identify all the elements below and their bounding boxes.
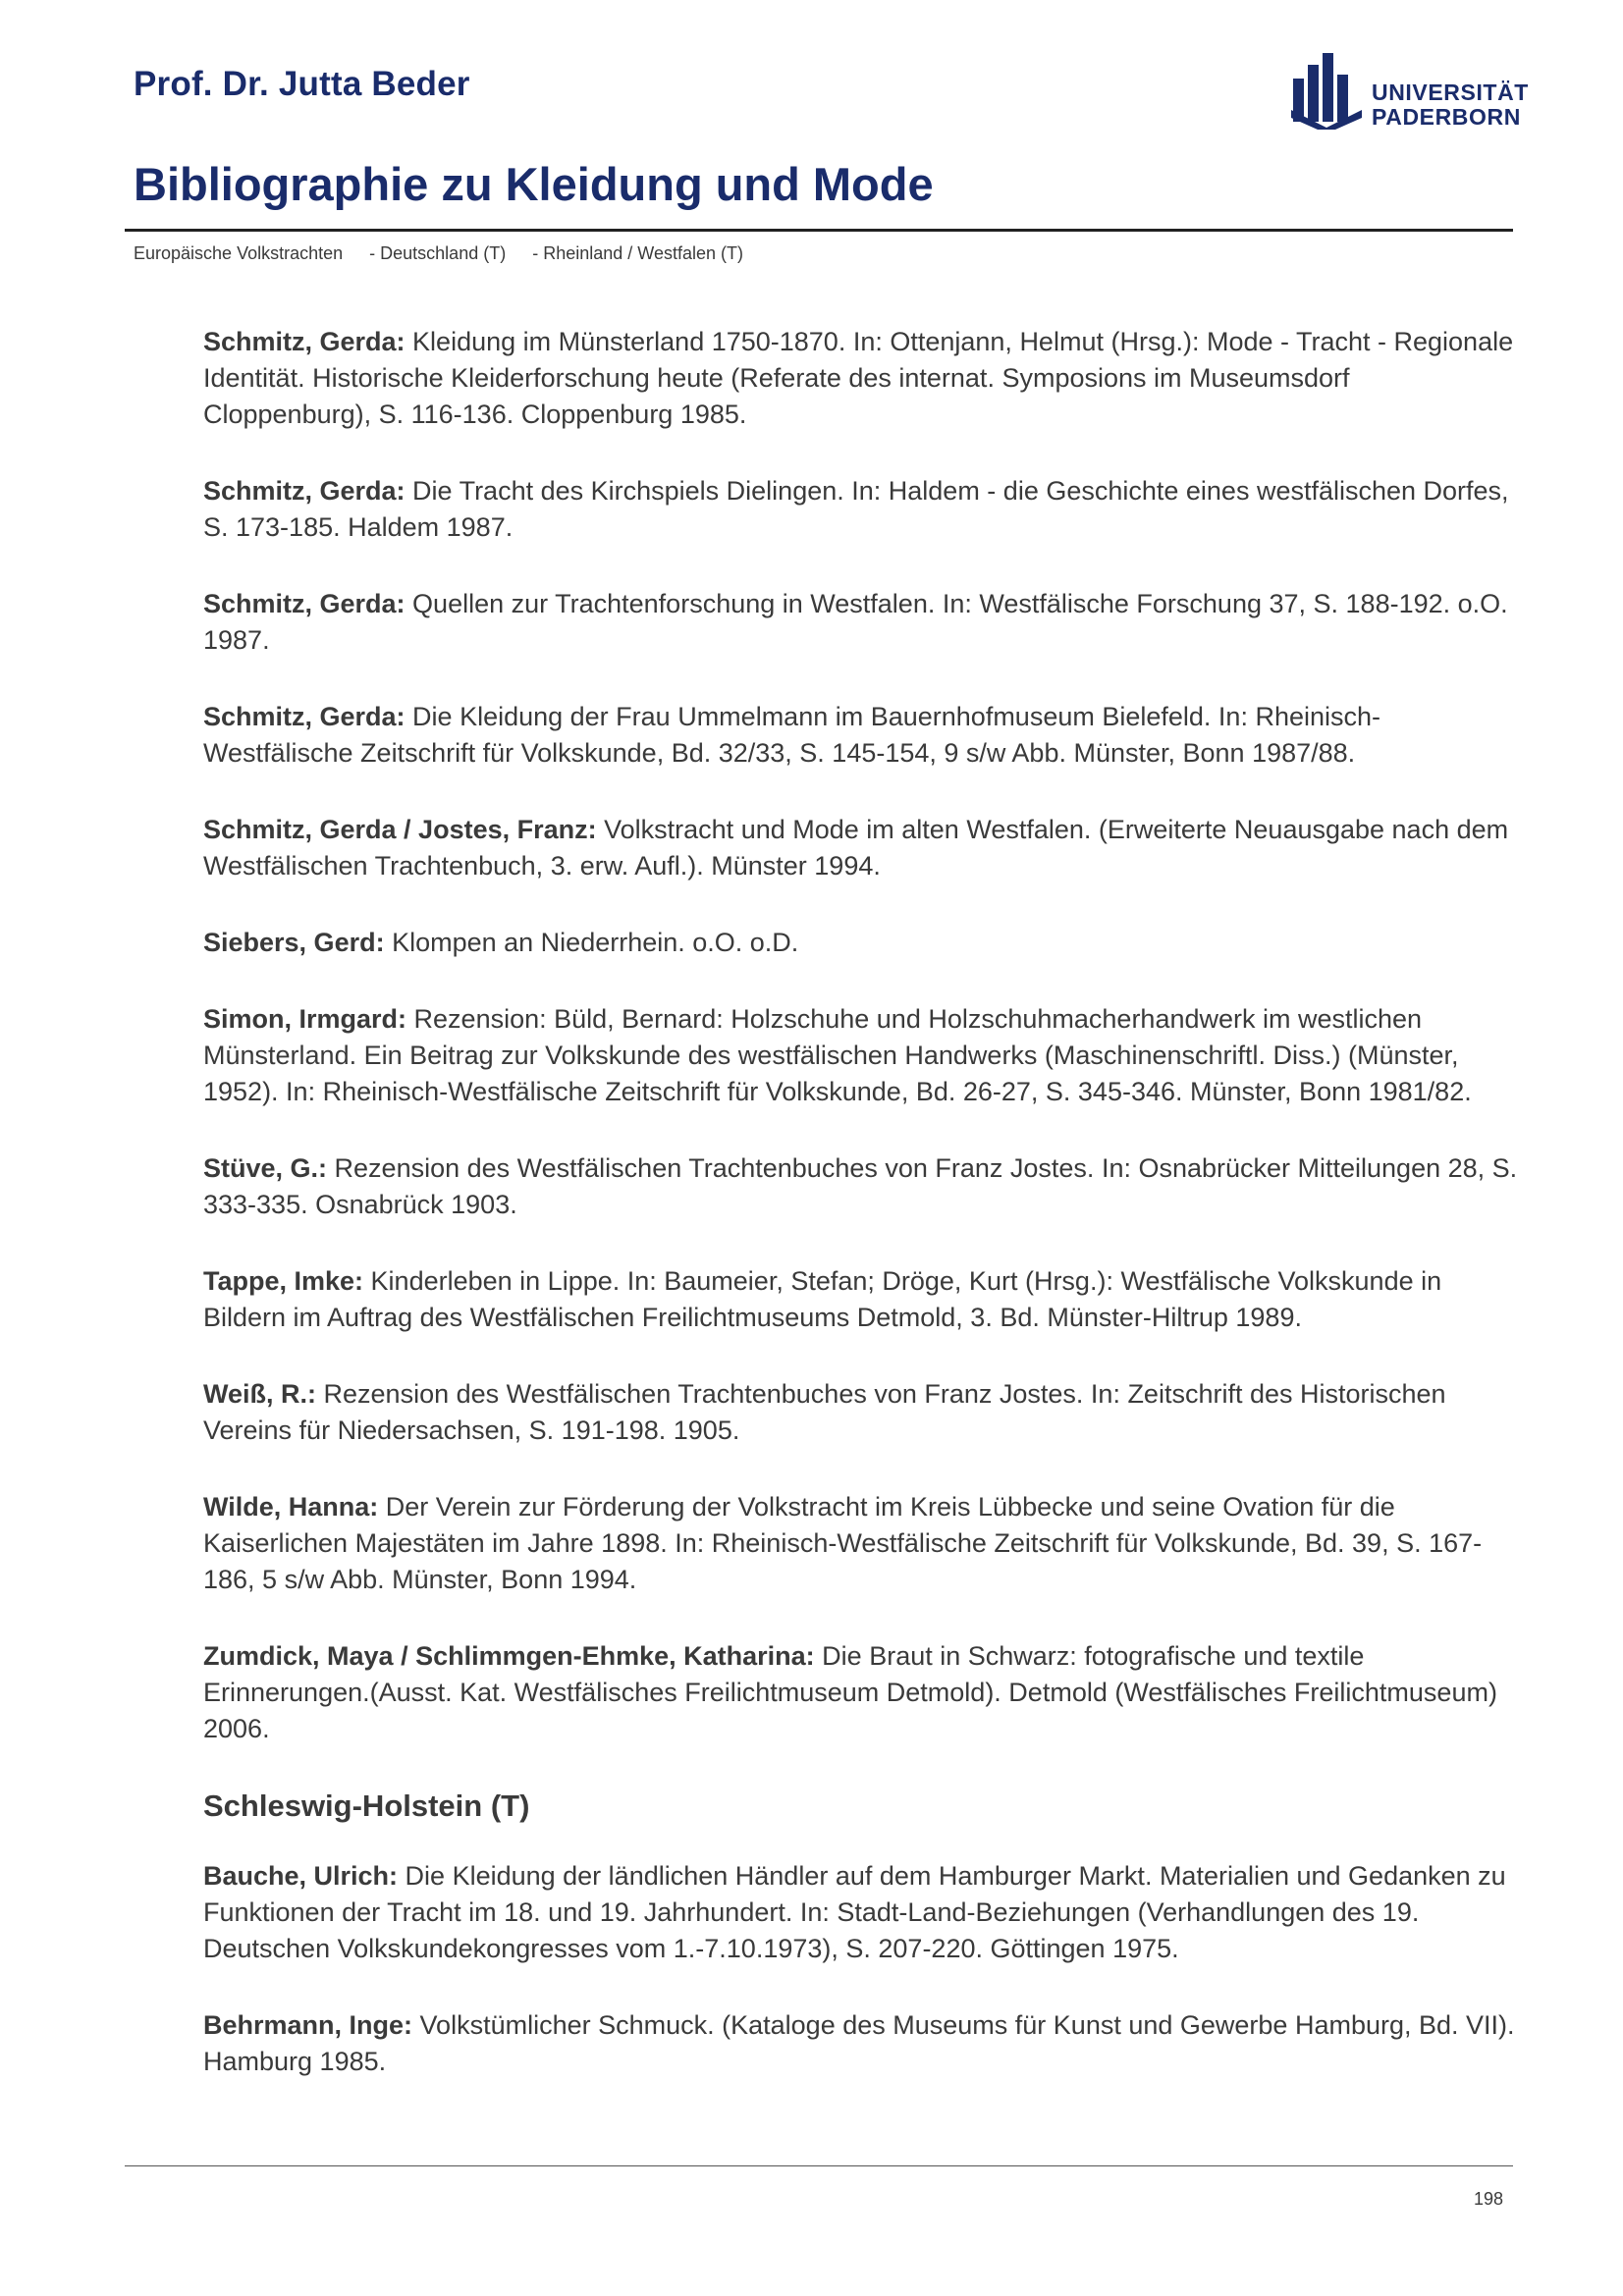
bibliography-entry [203, 925, 1524, 961]
bibliography-entry [203, 1376, 1524, 1449]
entry-author: Wilde, Hanna: [203, 1492, 379, 1522]
entry-text: Kinderleben in Lippe. In: Baumeier, Stefan; Dröge, Kurt (Hrsg.): Westfälische Volkskunde in Bildern im Auftrag des Westfälischen Freilichtmuseums Detmold, 3. Bd. Münster-Hiltrup 1989. [203, 1266, 1442, 1332]
university-logo-icon [1289, 51, 1364, 130]
bibliography-entry [203, 473, 1524, 546]
bibliography-entry [203, 586, 1524, 659]
title-divider [125, 229, 1513, 232]
bibliography-entry [203, 1858, 1524, 1967]
entry-author: Siebers, Gerd: [203, 928, 385, 957]
entry-text: Volkstracht und Mode im alten Westfalen. (Erweiterte Neuausgabe nach dem Westfälischen Trachtenbuch, 3. erw. Aufl.). Münster 1994. [203, 815, 1509, 881]
author-name: Prof. Dr. Jutta Beder [134, 65, 470, 103]
entry-text: Rezension des Westfälischen Trachtenbuches von Franz Jostes. In: Zeitschrift des Historischen Vereins für Niedersachsen, S. 191-198. 1905. [203, 1379, 1446, 1445]
breadcrumb [134, 243, 765, 264]
breadcrumb-item: - Rheinland / Westfalen (T) [532, 243, 743, 263]
bibliography-entry [203, 1150, 1524, 1223]
bibliography-entry [203, 1001, 1524, 1110]
entry-author: Weiß, R.: [203, 1379, 317, 1409]
entry-author: Schmitz, Gerda: [203, 327, 406, 356]
bibliography-entry [203, 2007, 1524, 2080]
section-heading: Schleswig-Holstein (T) [203, 1789, 530, 1823]
entry-author: Behrmann, Inge: [203, 2010, 413, 2040]
entry-author: Schmitz, Gerda / Jostes, Franz: [203, 815, 597, 844]
entry-text: Klompen an Niederrhein. o.O. o.D. [384, 928, 799, 957]
bibliography-entry [203, 324, 1524, 433]
entry-author: Tappe, Imke: [203, 1266, 364, 1296]
entry-author: Bauche, Ulrich: [203, 1861, 399, 1891]
footer-divider [125, 2165, 1513, 2166]
entry-text: Die Braut in Schwarz: fotografische und textile Erinnerungen.(Ausst. Kat. Westfälisches Freilichtmuseum Detmold). Detmold (Westfälisches Freilichtmuseum) 2006. [203, 1641, 1497, 1743]
page-title: Bibliographie zu Kleidung und Mode [134, 158, 934, 210]
bibliography-entry [203, 1263, 1524, 1336]
page-number: 198 [1473, 2189, 1503, 2209]
entry-text: Der Verein zur Förderung der Volkstracht im Kreis Lübbecke und seine Ovation für die Kaiserlichen Majestäten im Jahre 1898. In: Rheinisch-Westfälische Zeitschrift für Volkskunde, Bd. 39, S. 167-186, 5 s/w Abb. Münster, Bonn 1994. [203, 1492, 1483, 1594]
entry-text: Die Kleidung der Frau Ummelmann im Bauernhofmuseum Bielefeld. In: Rheinisch-Westfälische Zeitschrift für Volkskunde, Bd. 32/33, S. 145-154, 9 s/w Abb. Münster, Bonn 1987/88. [203, 702, 1380, 768]
entry-author: Simon, Irmgard: [203, 1004, 407, 1034]
entry-text: Kleidung im Münsterland 1750-1870. In: Ottenjann, Helmut (Hrsg.): Mode - Tracht - Regionale Identität. Historische Kleiderforschung heute (Referate des internat. Symposions im Museumsdorf Cloppenburg), S. 116-136. Cloppenburg 1985. [203, 327, 1514, 429]
breadcrumb-item: Europäische Volkstrachten [134, 243, 344, 263]
entry-text: Rezension: Büld, Bernard: Holzschuhe und Holzschuhmacherhandwerk im westlichen Münsterland. Ein Beitrag zur Volkskunde des westfälischen Handwerks (Maschinenschriftl. Diss.) (Münster, 1952). In: Rheinisch-Westfälische Zeitschrift für Volkskunde, Bd. 26-27, S. 345-346. Münster, Bonn 1981/82. [203, 1004, 1472, 1106]
entry-author: Schmitz, Gerda: [203, 476, 406, 506]
entry-text: Quellen zur Trachtenforschung in Westfalen. In: Westfälische Forschung 37, S. 188-192. o.O. 1987. [203, 589, 1508, 655]
entry-text: Die Kleidung der ländlichen Händler auf dem Hamburger Markt. Materialien und Gedanken zu Funktionen der Tracht im 18. und 19. Jahrhundert. In: Stadt-Land-Beziehungen (Verhandlungen des 19. Deutschen Volkskundekongresses vom 1.-7.10.1973), S. 207-220. Göttingen 1975. [203, 1861, 1506, 1963]
entry-author: Schmitz, Gerda: [203, 702, 406, 731]
entry-text: Die Tracht des Kirchspiels Dielingen. In: Haldem - die Geschichte eines westfälischen Dorfes, S. 173-185. Haldem 1987. [203, 476, 1509, 542]
bibliography-entry [203, 1638, 1524, 1747]
logo-line-2: PADERBORN [1372, 104, 1521, 130]
logo-line-1: UNIVERSITÄT [1372, 80, 1529, 105]
bibliography-entry [203, 699, 1524, 772]
entry-author: Stüve, G.: [203, 1153, 328, 1183]
bibliography-list [203, 324, 1524, 2120]
bibliography-entry [203, 812, 1524, 884]
breadcrumb-item: - Deutschland (T) [369, 243, 507, 263]
bibliography-entry [203, 1489, 1524, 1598]
university-logo [1289, 51, 1535, 133]
entry-author: Zumdick, Maya / Schlimmgen-Ehmke, Katharina: [203, 1641, 815, 1671]
entry-text: Volkstümlicher Schmuck. (Kataloge des Museums für Kunst und Gewerbe Hamburg, Bd. VII). Hamburg 1985. [203, 2010, 1515, 2076]
entry-author: Schmitz, Gerda: [203, 589, 406, 618]
logo-wordmark [1372, 80, 1529, 130]
entry-text: Rezension des Westfälischen Trachtenbuches von Franz Jostes. In: Osnabrücker Mitteilungen 28, S. 333-335. Osnabrück 1903. [203, 1153, 1518, 1219]
